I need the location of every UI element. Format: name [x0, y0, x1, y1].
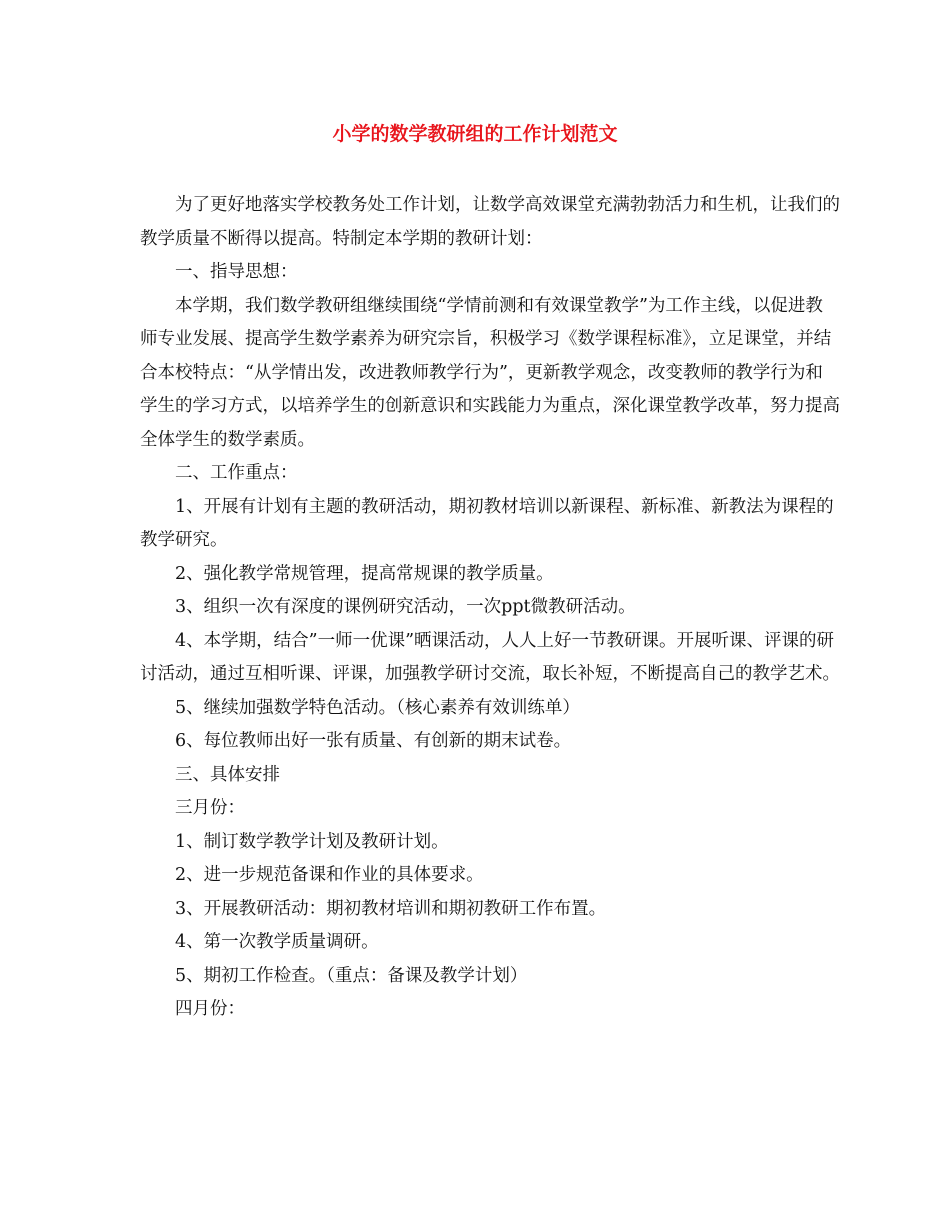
paragraph-guiding-ideology: 本学期，我们数学教研组继续围绕“学情前测和有效课堂教学”为工作主线，以促进教师专业发展、提高学生数学素养为研究宗旨，积极学习《数学课程标准》，立足课堂，并结合本校特点：“从学情出发，改进教师教学行为”，更新教学观念，改变教师的教学行为和学生的学习方式，以培养学生的创新意识和实践能力为重点，深化课堂教学改革，努力提高全体学生的数学素质。 — [140, 295, 840, 450]
heading-specific-arrangement: 三、具体安排 — [175, 764, 280, 785]
list-item: 5、继续加强数学特色活动。（核心素养有效训练单） — [175, 697, 580, 718]
list-item: 3、开展教研活动：期初教材培训和期初教研工作布置。 — [175, 898, 607, 919]
heading-work-focus: 二、工作重点： — [175, 463, 298, 483]
list-item: 5、期初工作检查。（重点：备课及教学计划） — [175, 965, 528, 986]
list-item: 4、第一次教学质量调研。 — [175, 932, 379, 952]
document-title: 小学的数学教研组的工作计划范文 — [332, 123, 618, 145]
list-item: 6、每位教师出好一张有质量、有创新的期末试卷。 — [175, 731, 572, 751]
list-item: 4、本学期，结合”一师一优课”晒课活动，人人上好一节教研课。开展听课、评课的研讨活动，通过互相听课、评课，加强教学研讨交流，取长补短，不断提高自己的教学艺术。 — [140, 630, 840, 684]
list-item: 2、进一步规范备课和作业的具体要求。 — [175, 865, 484, 885]
document-body — [140, 189, 840, 1027]
list-item: 2、强化教学常规管理，提高常规课的教学质量。 — [175, 563, 554, 584]
heading-guiding-ideology: 一、指导思想： — [175, 262, 298, 282]
list-item: 1、制订数学教学计划及教研计划。 — [175, 831, 449, 852]
heading-april: 四月份： — [175, 999, 245, 1019]
list-item: 3、组织一次有深度的课例研究活动，一次ppt微教研活动。 — [175, 597, 636, 617]
paragraph-intro: 为了更好地落实学校教务处工作计划，让数学高效课堂充满勃勃活力和生机，让我们的教学质量不断得以提高。特制定本学期的教研计划： — [140, 195, 840, 249]
heading-march: 三月份： — [175, 798, 245, 818]
list-item: 1、开展有计划有主题的教研活动，期初教材培训以新课程、新标准、新教法为课程的教学研究。 — [140, 496, 834, 550]
